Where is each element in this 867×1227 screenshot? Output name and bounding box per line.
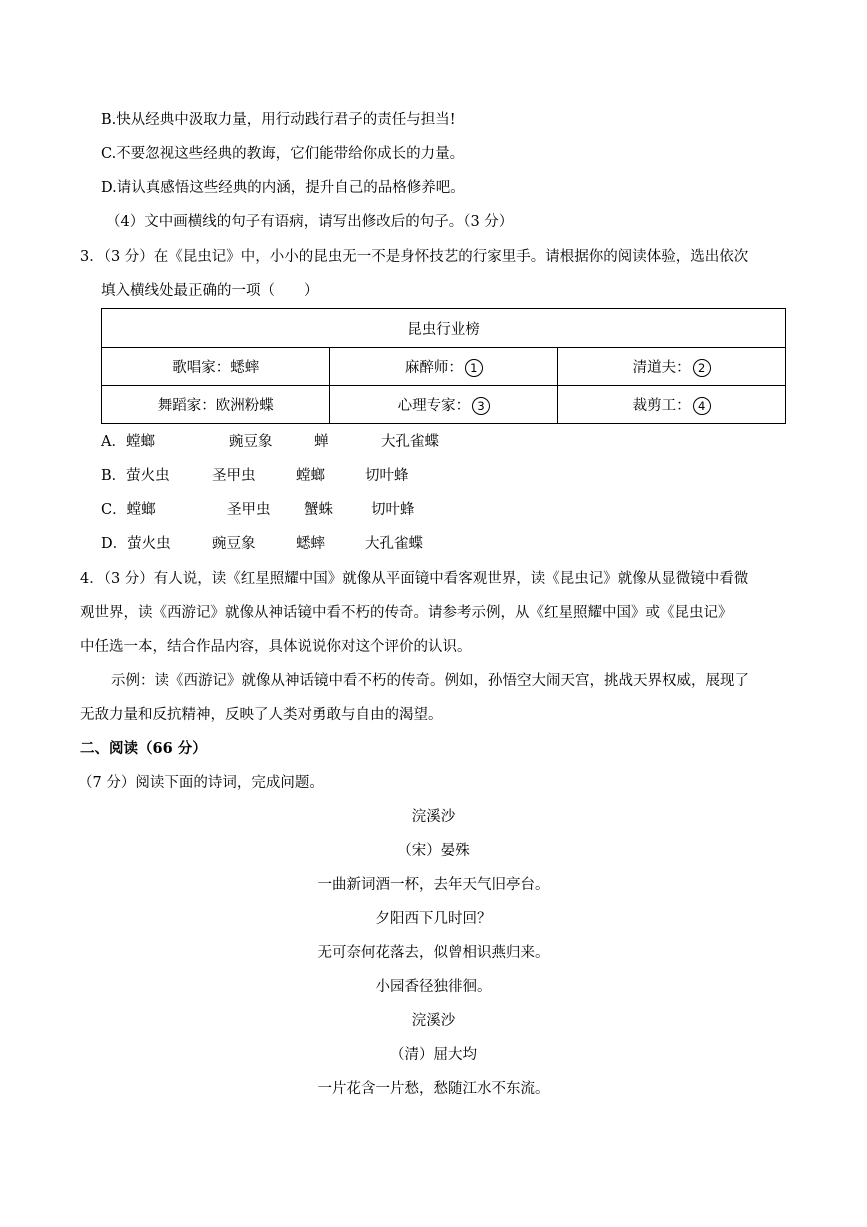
table-cell [330, 348, 558, 386]
option-part: 蟹蛛 [304, 502, 333, 518]
table-cell [102, 348, 330, 386]
poem1-line: 夕阳西下几时回？ [375, 911, 492, 927]
blank-marker: 2 [693, 359, 711, 377]
q3-option-d [101, 534, 423, 554]
q3-line1: 3．（3 分）在《昆虫记》中，小小的昆虫无一不是身怀技艺的行家里手。请根据你的阅读体验，选出依次 [80, 249, 749, 265]
q3-option-b [101, 466, 409, 486]
option-part: 蝉 [314, 434, 329, 450]
cell-label: 歌唱家：蟋蟀 [172, 360, 260, 376]
q3-line2: 填入横线处最正确的一项（ ） [101, 283, 319, 299]
poem1-line: 无可奈何花落去，似曾相识燕归来。 [317, 945, 550, 961]
poem2-line: 一片花含一片愁，愁随江水不东流。 [317, 1081, 550, 1097]
q2-option-b: B.快从经典中汲取力量，用行动践行君子的责任与担当! [101, 112, 456, 128]
option-part: B．萤火虫 [101, 468, 170, 484]
poem1-title: 浣溪沙 [411, 809, 456, 825]
option-part: 螳螂 [296, 468, 325, 484]
q3-option-c [101, 500, 415, 520]
poem1-author: （宋）晏殊 [397, 843, 470, 859]
blank-marker: 4 [693, 397, 711, 415]
option-part: 切叶蜂 [365, 468, 409, 484]
poem-intro: （7 分）阅读下面的诗词，完成问题。 [78, 775, 324, 791]
option-part: 蟋蟀 [296, 536, 325, 552]
section-heading: 二、阅读（66 分） [80, 740, 207, 757]
cell-label: 心理专家： [397, 398, 471, 414]
q4-line1: 4．（3 分）有人说，读《红星照耀中国》就像从平面镜中看客观世界，读《昆虫记》就像从显微镜中看微 [80, 571, 749, 587]
cell-label: 裁剪工： [632, 398, 691, 414]
q3-option-a [101, 432, 439, 452]
poem1-line: 一曲新词酒一杯，去年天气旧亭台。 [317, 877, 550, 893]
option-part: A．螳螂 [101, 434, 155, 450]
table-cell [558, 386, 786, 424]
q2-sub4: （4）文中画横线的句子有语病，请写出修改后的句子。（3 分） [106, 214, 514, 230]
option-part: D．萤火虫 [101, 536, 171, 552]
q4-line3: 中任选一本，结合作品内容，具体说说你对这个评价的认识。 [80, 639, 472, 655]
poem2-author: （清）屈大均 [390, 1047, 477, 1063]
table-cell [102, 386, 330, 424]
cell-label: 麻醉师： [404, 360, 463, 376]
option-part: 大孔雀蝶 [381, 434, 439, 450]
blank-marker: 3 [472, 397, 490, 415]
table-cell [558, 348, 786, 386]
poem2-title: 浣溪沙 [411, 1013, 456, 1029]
option-part: 圣甲虫 [227, 502, 271, 518]
cell-label: 清道夫： [632, 360, 691, 376]
q4-example-line2: 无敌力量和反抗精神，反映了人类对勇敢与自由的渴望。 [80, 707, 443, 723]
option-part: 豌豆象 [229, 434, 273, 450]
table-title: 昆虫行业榜 [102, 309, 786, 348]
option-part: 豌豆象 [212, 536, 256, 552]
q4-line2: 观世界，读《西游记》就像从神话镜中看不朽的传奇。请参考示例，从《红星照耀中国》或《昆虫记》 [80, 605, 733, 621]
option-part: 切叶蜂 [371, 502, 415, 518]
blank-marker: 1 [465, 359, 483, 377]
option-part: 大孔雀蝶 [365, 536, 423, 552]
insect-ranking-table [101, 308, 786, 424]
cell-label: 舞蹈家：欧洲粉蝶 [157, 398, 274, 414]
table-cell [330, 386, 558, 424]
q2-option-c: C.不要忽视这些经典的教诲，它们能带给你成长的力量。 [101, 146, 465, 162]
option-part: 圣甲虫 [212, 468, 256, 484]
q2-option-d: D.请认真感悟这些经典的内涵，提升自己的品格修养吧。 [101, 180, 465, 196]
q4-example-line1: 示例：读《西游记》就像从神话镜中看不朽的传奇。例如，孙悟空大闹天宫，挑战天界权威，展现了 [111, 673, 749, 689]
option-part: C．螳螂 [101, 502, 156, 518]
poem1-line: 小园香径独徘徊。 [375, 979, 492, 995]
